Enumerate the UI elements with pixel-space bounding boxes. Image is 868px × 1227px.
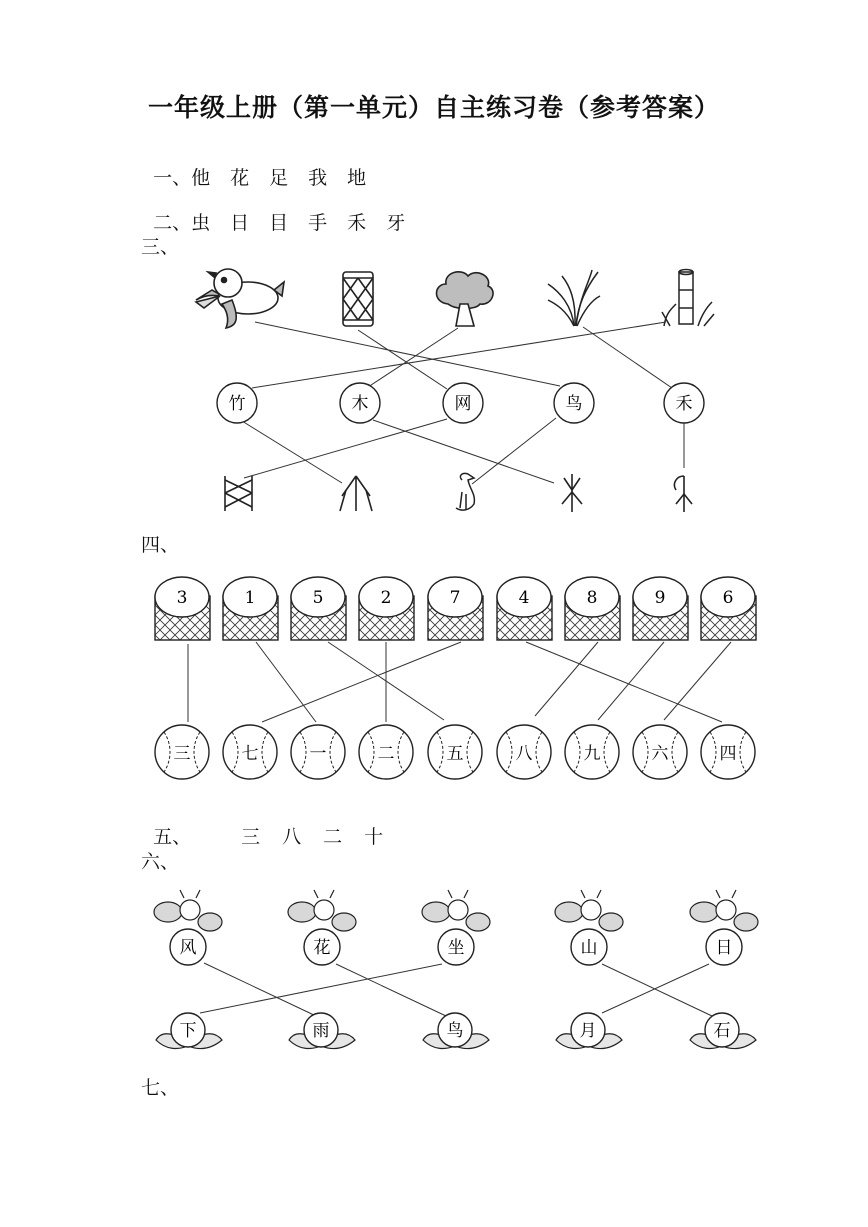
answer-char: 地 <box>347 167 367 189</box>
char-circle: 竹 <box>228 394 246 414</box>
ball-char: 九 <box>583 744 601 764</box>
answer-char: 花 <box>230 167 250 189</box>
bee-char: 坐 <box>447 938 465 958</box>
answer-char: 目 <box>269 212 289 234</box>
drum-row <box>155 577 756 640</box>
ancient-grain-glyph <box>674 476 692 512</box>
bee-icon <box>422 890 490 931</box>
answer-char: 八 <box>282 826 302 848</box>
section-2-label: 二、 <box>153 212 192 234</box>
bee-icon <box>288 890 356 931</box>
ball-char: 三 <box>173 744 191 764</box>
leaf-char: 雨 <box>312 1021 330 1041</box>
ball-char: 八 <box>515 744 533 764</box>
leaf-char: 鸟 <box>446 1021 464 1041</box>
answer-char: 二 <box>323 826 343 848</box>
page-title: 一年级上册（第一单元）自主练习卷（参考答案） <box>147 93 720 122</box>
leaf-char: 石 <box>713 1021 731 1041</box>
ball-char: 七 <box>241 744 259 764</box>
char-circle: 网 <box>454 394 472 414</box>
answer-char: 三 <box>241 826 261 848</box>
ball-char: 五 <box>446 744 464 764</box>
section-7-label: 七、 <box>141 1077 180 1099</box>
answer-char: 日 <box>230 212 250 234</box>
ancient-net-glyph <box>225 476 252 511</box>
ball-char: 六 <box>651 744 669 764</box>
section-6-match-lines <box>200 963 712 1016</box>
ball-char: 一 <box>309 744 327 764</box>
answer-char: 牙 <box>386 212 406 234</box>
ancient-tree-glyph <box>562 474 582 512</box>
section-1-label: 一、 <box>153 167 192 189</box>
drum-number: 6 <box>722 588 734 608</box>
ancient-bird-glyph <box>456 473 474 510</box>
char-circle: 木 <box>351 394 369 414</box>
tree-icon <box>437 272 494 326</box>
answer-char: 虫 <box>191 212 211 234</box>
bamboo-icon <box>662 270 714 327</box>
rice-plant-icon <box>548 270 600 326</box>
section-3-label: 三、 <box>141 236 180 258</box>
answer-char: 他 <box>191 167 211 189</box>
answer-char: 手 <box>308 212 328 234</box>
bee-icon <box>555 890 623 931</box>
ball-char: 四 <box>719 744 737 764</box>
leaf-char: 月 <box>579 1021 597 1041</box>
section-6-label: 六、 <box>141 851 180 873</box>
bee-char: 日 <box>715 938 733 958</box>
drum-number: 7 <box>449 588 461 608</box>
answer-char: 十 <box>364 826 384 848</box>
answer-char: 我 <box>308 167 328 189</box>
drum-number: 4 <box>518 588 530 608</box>
drum-number: 1 <box>244 588 256 608</box>
bee-icon <box>690 890 758 931</box>
net-icon <box>343 272 373 326</box>
ball-char: 二 <box>377 744 395 764</box>
drum-number: 3 <box>176 588 188 608</box>
bee-icon <box>154 890 222 931</box>
ancient-bamboo-glyph <box>340 476 372 511</box>
answer-char: 禾 <box>347 212 367 234</box>
section-5-label: 五、 <box>153 826 192 848</box>
section-4-match-lines <box>188 642 731 722</box>
bird-icon <box>196 269 284 328</box>
bee-char: 山 <box>580 938 598 958</box>
answer-char: 足 <box>269 167 289 189</box>
char-circle: 禾 <box>675 394 693 414</box>
drum-number: 9 <box>654 588 666 608</box>
section-4-label: 四、 <box>141 534 180 556</box>
leaf-char: 下 <box>179 1021 197 1041</box>
bee-char: 花 <box>313 938 331 958</box>
drum-number: 5 <box>312 588 324 608</box>
bee-char: 风 <box>179 938 197 958</box>
drum-number: 8 <box>586 588 598 608</box>
drum-number: 2 <box>380 588 392 608</box>
char-circle: 鸟 <box>565 394 583 414</box>
